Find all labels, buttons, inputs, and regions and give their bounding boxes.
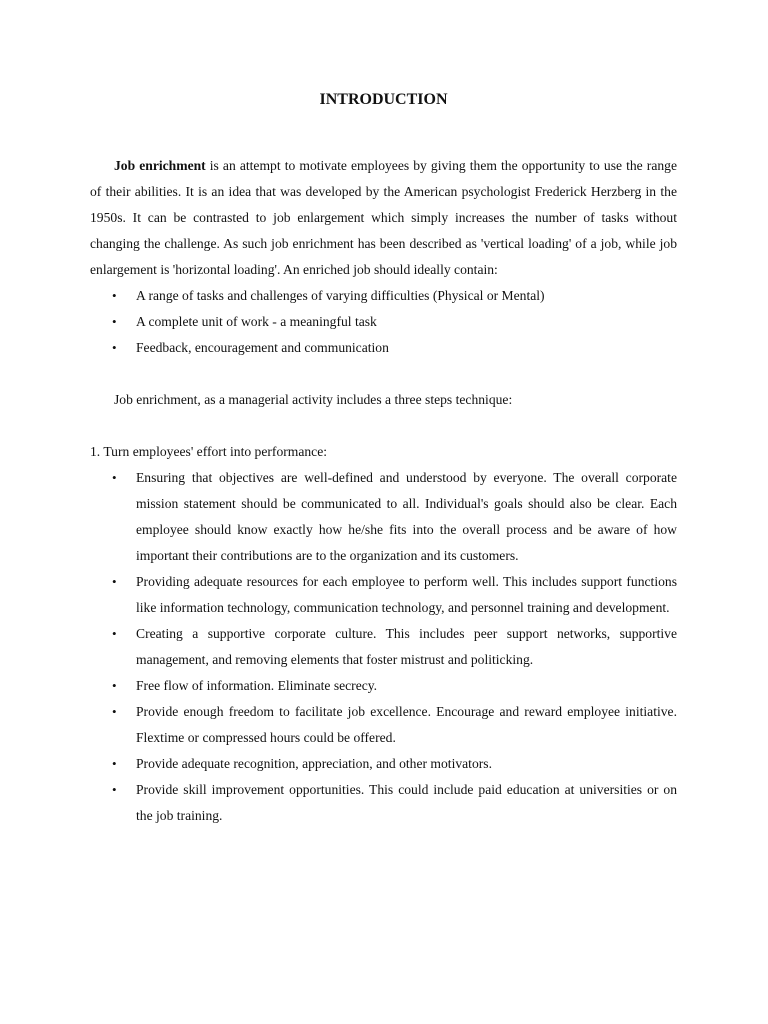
list-item-text: Provide adequate recognition, appreciation, and other motivators. [136, 756, 492, 771]
bullet-icon: • [112, 704, 117, 719]
list-item [90, 751, 677, 777]
spacer [90, 413, 677, 439]
bullet-icon: • [112, 314, 117, 329]
list-item-text: Providing adequate resources for each employee to perform well. This includes support functions like information technology, communication technology, and personnel training and development. [136, 574, 677, 615]
list-item-text: A complete unit of work - a meaningful task [136, 314, 377, 329]
bullet-icon: • [112, 678, 117, 693]
bullet-icon: • [112, 782, 117, 797]
list-item [90, 621, 677, 673]
bullet-icon: • [112, 340, 117, 355]
list-item-text: Ensuring that objectives are well-defined and understood by everyone. The overall corporate mission statement should be communicated to all. Individual's goals should also be clear. Each employee should know exactly how he/she fits into the overall process and be aware of how important their contributions are to the organization and its customers. [136, 470, 677, 563]
list-item-text: Creating a supportive corporate culture. This includes peer support networks, supportive management, and removing elements that foster mistrust and politicking. [136, 626, 677, 667]
list-item-text: A range of tasks and challenges of varying difficulties (Physical or Mental) [136, 288, 545, 303]
bullet-icon: • [112, 626, 117, 641]
document-page [90, 88, 677, 829]
list-item [90, 699, 677, 751]
spacer [90, 361, 677, 387]
list-item [90, 283, 677, 309]
bullet-icon: • [112, 574, 117, 589]
step1-heading: 1. Turn employees' effort into performance: [90, 444, 328, 459]
list-item [90, 465, 677, 569]
list-item-text: Provide skill improvement opportunities. This could include paid education at universities or on the job training. [136, 782, 677, 823]
list-item [90, 569, 677, 621]
bullet-icon: • [112, 288, 117, 303]
intro-text: is an attempt to motivate employees by giving them the opportunity to use the range of their abilities. It is an idea that was developed by the American psychologist Frederick Herzberg in the 1950s. It can be contrasted to job enlargement which simply increases the number of tasks without changing the challenge. As such job enrichment has been described as 'vertical loading' of a job, while job enlargement is 'horizontal loading'. An enriched job should ideally contain: [90, 158, 677, 277]
list-item [90, 335, 677, 361]
step1-list [90, 465, 677, 829]
managerial-sentence: Job enrichment, as a managerial activity includes a three steps technique: [114, 392, 513, 407]
intro-paragraph [90, 153, 677, 283]
list-item [90, 309, 677, 335]
list-item [90, 777, 677, 829]
list-item-text: Feedback, encouragement and communication [136, 340, 389, 355]
bullet-icon: • [112, 756, 117, 771]
list-item-text: Free flow of information. Eliminate secrecy. [136, 678, 378, 693]
bullet-icon: • [112, 470, 117, 485]
list-item-text: Provide enough freedom to facilitate job excellence. Encourage and reward employee initiative. Flextime or compressed hours could be offered. [136, 704, 677, 745]
list-item [90, 673, 677, 699]
intro-lead-bold: Job enrichment [114, 158, 206, 173]
enriched-job-list [90, 283, 677, 361]
page-title: INTRODUCTION [319, 91, 448, 108]
